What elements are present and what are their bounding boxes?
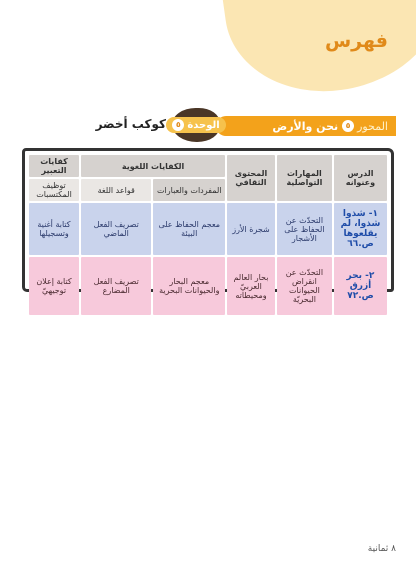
header-communication: المهارات التواصلية [277, 155, 332, 201]
cultural-cell: شجرة الأرز [227, 203, 275, 255]
expression-cell: كتابة إعلان توجيهيّ [29, 257, 79, 315]
expression-cell: كتابة أغنية وتسجيلها [29, 203, 79, 255]
axis-number: ٥ [342, 120, 354, 132]
communication-cell: التحدّث عن انقراض الحيوانات البحريّة [277, 257, 332, 315]
header-linguistic: الكفايات اللغوية [81, 155, 225, 177]
lesson-cell[interactable] [334, 203, 387, 255]
subheader-vocab: المفردات والعبارات [153, 179, 225, 201]
lesson-title: ٢- بحر أزرق [346, 271, 375, 291]
unit-number: ٥ [172, 119, 184, 131]
unit-pill [166, 117, 225, 133]
table-row [29, 203, 387, 255]
unit-label: الوحدة [187, 119, 220, 131]
subheader-grammar: قواعد اللغة [81, 179, 151, 201]
unit-badge [172, 108, 220, 142]
vocab-cell: معجم البحار والحيوانات البحرية [153, 257, 225, 315]
communication-cell: التحدّث عن الحفاظ على الأشجار [277, 203, 332, 255]
header-cultural: المحتوى الثقافي [227, 155, 275, 201]
grammar-cell: تصريف الفعل المضارع [81, 257, 151, 315]
vocab-cell: معجم الحفاظ على البيئة [153, 203, 225, 255]
lesson-page: ص.٧٢ [347, 291, 374, 301]
table-row [29, 257, 387, 315]
header-expression: كفايات التعبير [29, 155, 79, 177]
lesson-cell[interactable] [334, 257, 387, 315]
axis-label: المحور [357, 119, 388, 133]
page-number: ٨ ثمانية [367, 544, 396, 554]
axis-title: نحن والأرض [272, 119, 339, 133]
grammar-cell: تصريف الفعل الماضي [81, 203, 151, 255]
decorative-blob [217, 0, 416, 105]
page-title: فهرس [324, 30, 388, 52]
header-lesson: الدرس وعنوانه [334, 155, 387, 201]
contents-table [27, 153, 389, 317]
unit-name: كوكب أخضر [95, 117, 166, 131]
cultural-cell: بحار العالم العربيّ ومحيطاته [227, 257, 275, 315]
lesson-title: ١- شذوا شذوا، لم يقلعوها [340, 209, 381, 239]
lesson-page: ص.٦٦ [347, 239, 374, 249]
subheader-acquired: توظيف المكتسبات [29, 179, 79, 201]
axis-banner [216, 116, 396, 136]
